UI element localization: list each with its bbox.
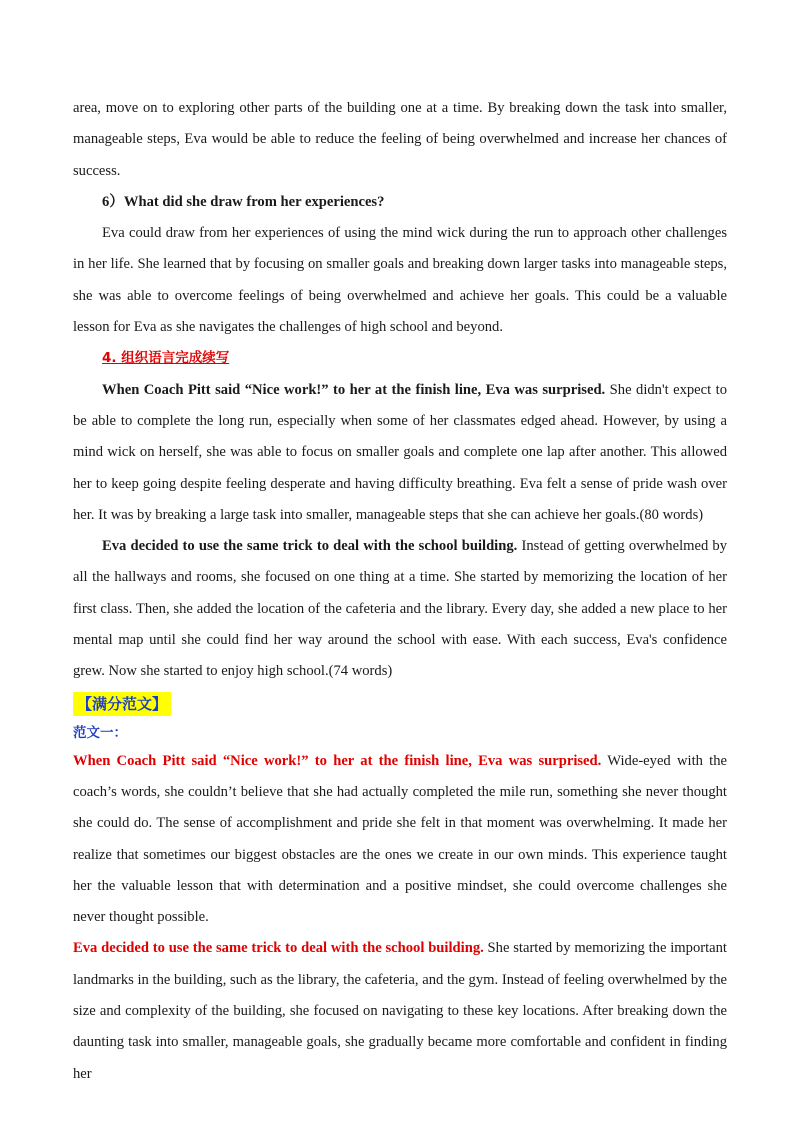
paragraph-2-lead-sentence: Eva decided to use the same trick to deal with the school building. bbox=[102, 538, 518, 555]
sample-1-paragraph-1 bbox=[73, 746, 727, 934]
model-essay-banner-line bbox=[73, 688, 727, 720]
sample-1-p2-lead-sentence: Eva decided to use the same trick to deal with the school building. bbox=[73, 940, 484, 957]
sample-1-p1-body: Wide-eyed with the coach’s words, she couldn’t believe that she had actually completed the mile run, something she never thought she could do. The sense of accomplishment and pride she felt in that moment was overwhelming. It made her realize that sometimes our biggest obstacles are the ones we create in our own minds. This experience taught her the valuable lesson that with determination and a positive mindset, she could overcome challenges she never thought possible. bbox=[73, 752, 728, 926]
paragraph-1-body: She didn't expect to be able to complete the long run, especially when some of her classmates edged ahead. However, by using a mind wick on herself, she was able to focus on smaller goals and complete one lap after another. This allowed her to keep going despite feeling desperate and having difficulty breathing. Eva felt a sense of pride wash over her. It was by breaking a large task into smaller, manageable steps that she can achieve her goals.(80 words) bbox=[73, 381, 728, 523]
sample-1-paragraph-2 bbox=[73, 933, 727, 1089]
section-4-paragraph-2 bbox=[73, 531, 727, 687]
paragraph-2-body: Instead of getting overwhelmed by all the hallways and rooms, she focused on one thing at a time. She started by memorizing the location of her first class. Then, she added the location of the cafeteria and the library. Every day, she added a new place to her mental map until she could find her way around the school with ease. With each success, Eva's confidence grew. Now she started to enjoy high school.(74 words) bbox=[73, 538, 728, 680]
answer-6: Eva could draw from her experiences of using the mind wick during the run to approach other challenges in her life. She learned that by focusing on smaller goals and breaking down larger tasks into manageable steps, she was able to overcome feelings of being overwhelmed and achieve her goals. This could be a valuable lesson for Eva as she navigates the challenges of high school and beyond. bbox=[73, 225, 727, 336]
paragraph-continuation: area, move on to exploring other parts of the building one at a time. By breaking down the task into smaller, manageable steps, Eva would be able to reduce the feeling of being overwhelmed and increase her chances of success. bbox=[73, 100, 727, 179]
sample-1-p1-lead-sentence: When Coach Pitt said “Nice work!” to her at the finish line, Eva was surprised. bbox=[73, 752, 602, 769]
section-4-heading: 4. 组织语言完成续写 bbox=[102, 350, 230, 367]
sample-1-p2-body: She started by memorizing the important landmarks in the building, such as the library, the cafeteria, and the gym. Instead of feeling overwhelmed by the size and complexity of the building, she focused on navigating to these key locations. After breaking down the daunting task into smaller, manageable goals, she gradually became more comfortable and confident in finding her bbox=[73, 940, 727, 1082]
paragraph-1-lead-sentence: When Coach Pitt said “Nice work!” to her at the finish line, Eva was surprised. bbox=[102, 381, 606, 398]
section-4-paragraph-1 bbox=[73, 375, 727, 531]
model-essay-banner: 【满分范文】 bbox=[73, 692, 171, 716]
question-6: 6）What did she draw from her experiences? bbox=[102, 193, 385, 210]
document-page bbox=[73, 93, 727, 1090]
sample-1-label-line bbox=[73, 720, 727, 746]
section-4-heading-line bbox=[73, 343, 727, 374]
sample-1-label: 范文一： bbox=[73, 724, 127, 741]
